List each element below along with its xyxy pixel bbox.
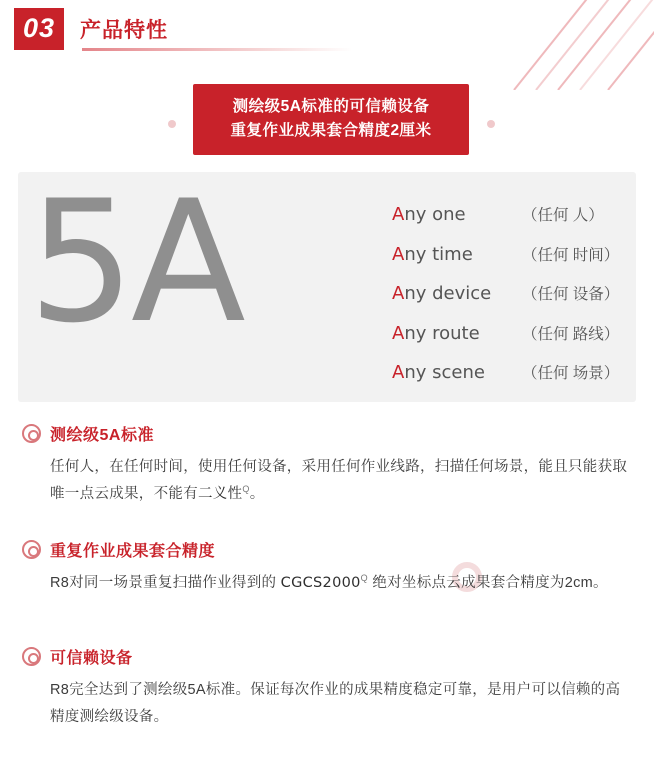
feature-block-3-header xyxy=(22,645,634,668)
spiral-icon xyxy=(22,424,41,443)
section-title: 产品特性 xyxy=(80,19,169,42)
banner-dot-right xyxy=(487,120,495,128)
any-rest: ny device xyxy=(404,283,492,304)
any-initial: A xyxy=(392,362,405,383)
banner-line-1: 测绘级5A标准的可信赖设备 xyxy=(232,98,430,115)
any-en-label xyxy=(392,323,522,344)
any-rest: ny time xyxy=(404,243,473,265)
body-text-part1: 任何人，在任何时间，使用任何设备，采用任何作业线路，扫描任何场景，能且只能获取唯一点云成果，不能有 xyxy=(50,459,628,502)
feature-block-2 xyxy=(22,538,634,597)
any-row xyxy=(392,282,642,322)
section-underline xyxy=(82,48,352,51)
any-rest: ny one xyxy=(404,204,466,225)
any-rest: ny route xyxy=(404,322,480,344)
section-header xyxy=(14,8,168,50)
any-initial: A xyxy=(392,322,405,344)
any-row xyxy=(392,322,642,362)
body-superscript: Q xyxy=(242,483,250,494)
body-superscript: Q xyxy=(360,573,368,584)
banner-line-2: 重复作业成果套合精度2厘米 xyxy=(230,122,432,140)
any-en-label xyxy=(392,204,522,225)
body-text-part2: 绝对坐标点云成果套合精度为2cm。 xyxy=(367,575,608,591)
body-text-part2: 。 xyxy=(249,485,265,502)
big-5a-label: 5A xyxy=(28,164,242,360)
any-list xyxy=(392,203,642,401)
any-cn-label: （任何 人） xyxy=(522,207,604,224)
any-initial: A xyxy=(392,283,405,304)
body-text-part1: R8对同一场景重复扫描作业得到的 xyxy=(50,575,281,591)
feature-block-2-title: 重复作业成果套合精度 xyxy=(50,543,216,560)
body-term: 二义性 xyxy=(198,485,243,502)
any-initial: A xyxy=(392,204,405,225)
body-term: CGCS2000 xyxy=(280,575,361,591)
feature-block-1 xyxy=(22,422,634,508)
any-row xyxy=(392,203,642,243)
feature-block-1-body xyxy=(22,454,634,508)
diagonal-lines-svg xyxy=(394,0,654,90)
feature-block-1-header xyxy=(22,422,634,445)
decorative-diagonal-lines xyxy=(394,0,654,90)
spiral-icon xyxy=(22,540,41,559)
feature-block-2-body xyxy=(22,570,634,597)
highlight-banner xyxy=(193,84,469,155)
any-row xyxy=(392,361,642,401)
feature-block-3 xyxy=(22,645,634,731)
feature-block-3-title: 可信赖设备 xyxy=(50,650,133,667)
any-cn-label: （任何 场景） xyxy=(522,365,620,382)
any-en-label xyxy=(392,244,522,265)
any-row xyxy=(392,243,642,283)
feature-block-1-title: 测绘级5A标准 xyxy=(50,427,154,444)
any-initial: A xyxy=(392,243,405,265)
any-cn-label: （任何 设备） xyxy=(522,286,620,303)
any-rest: ny scene xyxy=(404,362,485,383)
banner-dot-left xyxy=(168,120,176,128)
body-text-part1: R8完全达到了测绘级5A标准。保证每次作业的成果精度稳定可靠，是用户可以信赖的高精度测绘级设备。 xyxy=(50,682,621,725)
any-cn-label: （任何 路线） xyxy=(522,325,620,343)
any-en-label xyxy=(392,283,522,304)
feature-block-3-body xyxy=(22,677,634,731)
spiral-icon xyxy=(22,647,41,666)
any-en-label xyxy=(392,362,522,383)
section-number: 03 xyxy=(14,8,64,50)
any-cn-label: （任何 时间） xyxy=(522,246,620,264)
feature-block-2-header xyxy=(22,538,634,561)
